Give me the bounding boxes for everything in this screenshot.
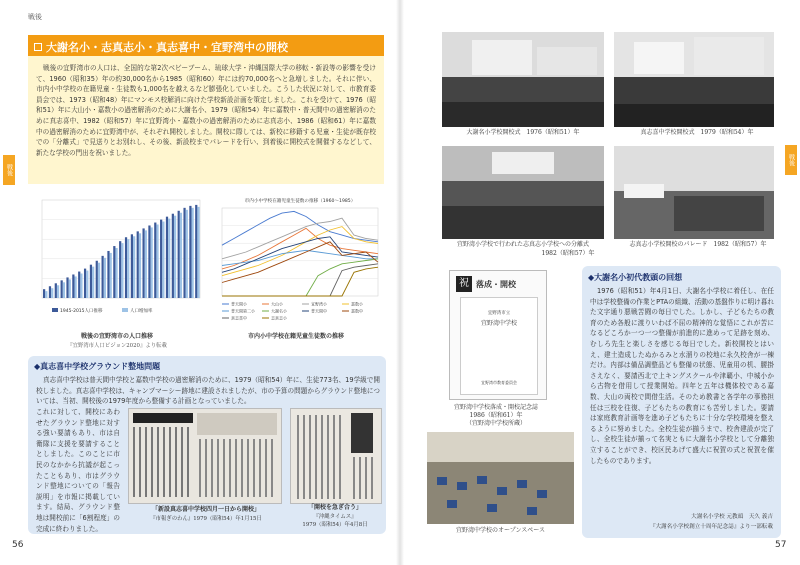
chart1-bar (125, 237, 127, 298)
enrollment-chart (208, 192, 384, 332)
chart1-legend-label: 1945-2015人口推移 (60, 309, 103, 314)
photo-separation-ceremony (442, 146, 604, 239)
chart1-bar (192, 208, 194, 298)
ground-issue-text-top: 真志喜中学校は普天間中学校と嘉数中学校の過密解消のために、1979（昭和54）年に、生徒773名、19学級で開校しました。真志喜中学校は、キャンプマーシー跡地に建設されましたが、市の予算の問題からグラウンド整地については、当初、開校後の1979年度から整備する計画となっていました。 (36, 376, 380, 406)
chart1-bar (96, 261, 98, 298)
chart2-legend-label: 嘉数小 (351, 301, 363, 307)
photo-oojana-opening (442, 32, 604, 127)
chart1-bar (160, 220, 162, 298)
chart1-bar (107, 251, 109, 298)
chart1-bar (86, 271, 88, 298)
ground-issue-heading: ◆真志喜中学校グラウンド整地問題 (34, 362, 161, 371)
chart1-bar (49, 286, 51, 298)
booklet-source: （宜野湾中学校所蔵） (465, 420, 526, 427)
photo-parade (614, 146, 774, 239)
chart1-bar (142, 228, 144, 298)
photo-separation-caption: 宜野湾小学校で行われた志真志小学校への分離式 (456, 241, 589, 248)
chart1-bar (162, 222, 164, 298)
title-square-icon (34, 43, 42, 51)
chart1-bar (84, 269, 86, 298)
memoir-source: 『大謝名小学校創立十周年記念誌』より一部転載 (649, 524, 773, 530)
chart1-bar (183, 208, 185, 298)
chart2-legend-label: 普天間中 (311, 308, 327, 314)
chart1-bar (186, 210, 188, 298)
chart2-legend-label: 大山小 (271, 301, 283, 307)
photo-open-space (427, 432, 574, 524)
commemorative-booklet (449, 270, 547, 400)
clipping-2-source-1: 『沖縄タイムス』 (313, 514, 357, 520)
chart1-bar (45, 291, 47, 298)
booklet-inner-small: 宜野湾市立 (487, 311, 511, 316)
photo-separation-year: 1982（昭和57）年 (541, 250, 595, 257)
chart1-bar (80, 274, 82, 299)
booklet-title-top: 落成・開校 (476, 279, 516, 289)
chart1-bar (139, 233, 141, 298)
open-space-caption: 宜野湾中学校のオープンスペース (456, 527, 545, 534)
chart1-bar (98, 263, 100, 298)
chart1-bar (51, 288, 53, 298)
clipping-1-source: 『市報ぎのわん』1979（昭和54）年1月15日 (150, 516, 262, 522)
enrollment-chart-svg (208, 192, 384, 332)
newspaper-clipping-1-art (129, 409, 281, 503)
photo-mashiki-opening-art (614, 32, 774, 127)
chart1-bar (113, 246, 115, 298)
chart1-legend-swatch (122, 308, 128, 312)
chart2-legend-label: 普天間第二小 (231, 308, 255, 314)
chart1-bar (172, 214, 174, 298)
chart1-bar (137, 231, 139, 298)
right-page (405, 0, 800, 565)
photo-separation-ceremony-art (442, 146, 604, 239)
chart1-legend-label: 人口増加率 (130, 309, 153, 314)
chart2-legend-label: 宜野湾小 (311, 301, 327, 307)
ground-issue-text-side: これに対して、開校にあわせたグラウンド整地に対する強い要請もあり、市は自衛隊に支援を要請することとしました。このことに市民のなかから抗議が起こったこともあり、市はグラウンド整地についての「報告説明」を市報に掲載しています。結局、グラウンド整地は開校前に「6割程度」の完成に終わりました。 (36, 408, 120, 533)
page-spine (396, 0, 404, 565)
chart1-bar (195, 205, 197, 298)
memoir-box (582, 266, 781, 538)
chart2-legend-label: 嘉数中 (351, 308, 363, 314)
chart1-bar (166, 217, 168, 298)
chart1-bar (154, 223, 156, 298)
booklet-inner-footer: 宜野湾市教育委員会 (481, 380, 517, 385)
photo-oojana-caption: 大謝名小学校開校式 1976（昭和51）年 (466, 129, 580, 136)
chart1-bar (110, 253, 112, 298)
chart1-bar (104, 258, 106, 298)
chart1-bar (189, 206, 191, 298)
chart1-bar (72, 274, 74, 298)
booklet-inner-title: 宜野湾中学校 (480, 320, 517, 327)
chart1-bar (197, 207, 199, 298)
chart1-bar (180, 213, 182, 298)
photo-open-space-art (427, 432, 574, 524)
chart1-legend-swatch (52, 308, 58, 312)
chart1-bar (57, 285, 59, 298)
chart1-bar (92, 267, 94, 298)
chart2-legend-label: 普天間小 (231, 301, 247, 307)
chart1-bar (55, 283, 57, 298)
memoir-author: 大謝名小学校 元教頭 天久 義吉 (691, 514, 773, 520)
chart1-bar (131, 234, 133, 298)
chart1-bar (43, 289, 45, 298)
photo-mashiki-caption: 真志喜中学校開校式 1979（昭和54）年 (640, 129, 754, 136)
booklet-stamp: 祝 (456, 276, 472, 292)
population-chart-source: 『宜野湾市人口ビジョン2020』より転載 (67, 343, 167, 349)
chart1-bar (156, 225, 158, 299)
chart1-bar (102, 256, 104, 298)
chart1-bar (63, 282, 65, 298)
population-chart-svg (28, 192, 206, 322)
chart1-bar (66, 277, 68, 298)
chart1-bar (74, 276, 76, 298)
chart1-bar (151, 227, 153, 298)
chart1-bar (145, 230, 147, 298)
clipping-1-caption: 「新設真志喜中学校四月一日から開校」 (151, 506, 260, 513)
left-page (0, 0, 395, 565)
chart1-bar (119, 241, 121, 298)
clipping-2-source-2: 1979（昭和54）年4月8日 (302, 522, 368, 528)
intro-text: 戦後の宜野湾市の人口は、全国的な第2次ベビーブーム、琉球大学・沖縄国際大学の移転・新設等の影響を受けて、1960（昭和35）年の約30,000名から1985（昭和60）年には約70,000名へと急増しました。それに伴い、市内小中学校の在籍児童・生徒数も1,000名を越えるなど膨張化していました。こうした状況に対して、市教育委員会では、1973（昭和48）年にマンモス校解消に向けた学校新設計画を策定しました。これを受けて、1976（昭和51）年に大山小・嘉数小の過密解消のために大謝名小、1979（昭和54）年に嘉数中・普天間中の過密解消のために真志喜中、1982（昭和57）年に宜野湾小・嘉数小の過密解消のために志真志小、1986（昭和61）年に嘉数中の過密解消のために宜野湾中が、それぞれ開校しました。開校に際しては、新校に移籍する児童・生徒が既存校での「分離式」で見送りとお別れし、その後、新設校までパレードを行い、到着後に開校式を開催するなどして、新たな学校の門出を祝いました。 (36, 64, 376, 157)
chart2-legend-label: 志真志小 (271, 315, 287, 321)
section-header-label: 戦後 (28, 13, 42, 21)
memoir-heading: ◆大謝名小初代教頭の回想 (588, 273, 683, 282)
chart1-bar (121, 243, 123, 298)
chart1-bar (127, 239, 129, 298)
chart1-bar (69, 279, 71, 298)
population-chart (28, 192, 206, 322)
chart2-title: 市内小中学校在籍児童生徒数の推移（1960〜1985） (244, 199, 356, 204)
clipping-2-caption: 「開校を急ぎ合う」 (307, 504, 362, 511)
chart1-bar (78, 272, 80, 298)
newspaper-clipping-2 (290, 408, 382, 504)
side-tab-right: 戦後 (785, 145, 797, 175)
booklet-caption: 宜野湾中学校落成・開校記念誌 (453, 404, 538, 411)
ground-issue-box (28, 356, 386, 534)
chart1-bar (148, 225, 150, 298)
photo-parade-caption: 志真志小学校開校のパレード 1982（昭和57）年 (629, 241, 767, 248)
chart2-legend-label: 真志喜中 (231, 315, 247, 321)
page-title: 大謝名小・志真志小・真志喜中・宜野湾中の開校 (46, 41, 288, 54)
booklet-cover (460, 297, 538, 395)
chart1-bar (90, 265, 92, 298)
chart1-bar (133, 236, 135, 298)
intro-box (28, 56, 384, 184)
photo-parade-art (614, 146, 774, 239)
side-tab-left: 戦後 (3, 155, 15, 185)
booklet-year: 1986（昭和61）年 (469, 412, 523, 419)
chart1-bar (174, 216, 176, 298)
page-number-right: 57 (775, 540, 787, 550)
photo-mashiki-opening (614, 32, 774, 127)
chart1-bar (61, 280, 63, 298)
chart1-bar (178, 211, 180, 298)
population-chart-caption: 戦後の宜野湾市の人口推移 (80, 333, 153, 340)
newspaper-clipping-1 (128, 408, 282, 504)
chart1-bar (115, 248, 117, 298)
chart2-legend-label: 大謝名小 (271, 308, 287, 314)
chart1-bar (168, 219, 170, 298)
page-number-left: 56 (12, 540, 24, 550)
photo-oojana-opening-art (442, 32, 604, 127)
enrollment-chart-caption: 市内小中学校在籍児童生徒数の推移 (247, 333, 344, 340)
newspaper-clipping-2-art (291, 409, 381, 503)
memoir-text: 1976（昭和51）年4月1日、大謝名小学校に着任し、在任中は学校整備の作業とPTAの組織、活動の基盤作りに明け暮れた文字通り悪戦苦闘の毎日でした。しかし、子どもたちの教育のため各般に渡りいわば不屈の精神的な覚悟にこれが苦になるどころか一つ一つ整備が前進的に進めって足跡を刻め、むしろ先生と楽しさを感じる毎日でした。新校開校とはいえ、建土造成したぬかるみと水溜りの校地に永久校舎が一棟だけ。内部は備品調整品ども整備の状態、児童用の机、腰掛さえなく、要請西北で上キングスクールや津覇小、中城小から古物を借用して授業開始。四年と五年は機体校である嘉数、大山の両校で間借生活。そのため教書と各学年の事務担任は三校を往復、子どもたちの教育にも苦労しました。要請は家庭教育計画等を進め子どもたちに十分な学校環境を整えるように努めました。全校生徒が揃うまで、校舎建設が完了し、全校生徒が揃って名実ともに大謝名小学校として分離独立することができ、校区民あげて盛大に祝賀の式と祝賀を催したものであります。 (590, 287, 774, 465)
